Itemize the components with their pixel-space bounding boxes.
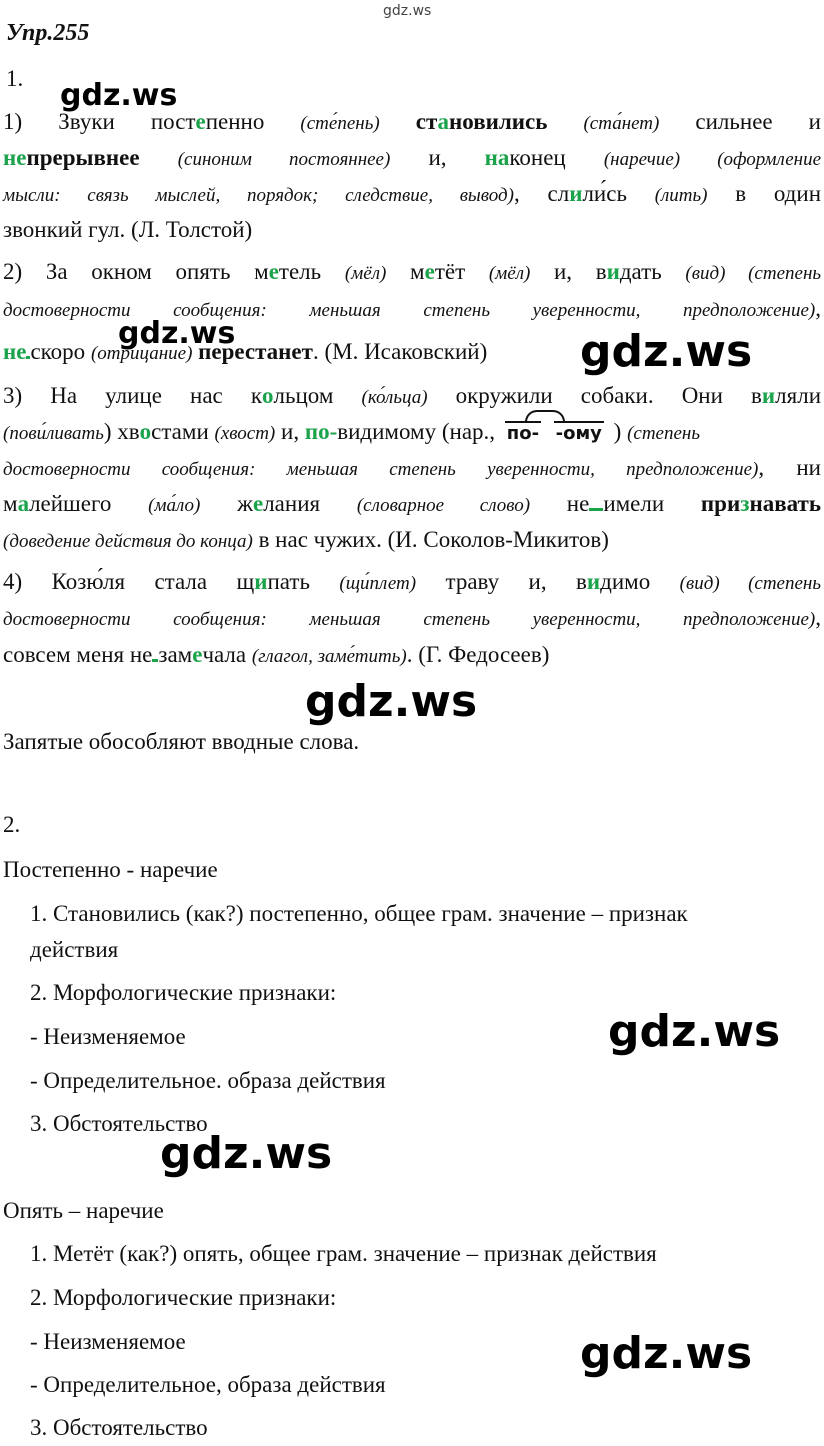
watermark: gdz.ws: [118, 316, 236, 351]
watermark: gdz.ws: [580, 326, 753, 377]
sentence3-line4: малейшего (ма́ло) желания (словарное слово) не имели признавать: [3, 486, 821, 524]
word2-feature1: - Неизменяемое: [30, 1329, 186, 1354]
word1-feature2: - Определительное. образа действия: [30, 1068, 386, 1093]
watermark-top: gdz.ws: [383, 3, 432, 19]
word1-item1-line1: 1. Становились (как?) постепенно, общее грам. значение – признак: [30, 901, 688, 926]
part1-conclusion: Запятые обособляют вводные слова.: [3, 729, 360, 754]
part1-number: 1.: [6, 66, 24, 91]
word1-feature1: - Неизменяемое: [30, 1024, 186, 1049]
sentence1-line3: мысли: связь мыслей, порядок; следствие, вывод), слили́сь (лить) в один: [3, 181, 821, 206]
word2-item2: 2. Морфологические признаки:: [30, 1285, 337, 1310]
sentence2-line2: достоверности сообщения: меньшая степень уверенности, предположение),: [3, 296, 821, 321]
word2-feature2: - Определительное, образа действия: [30, 1372, 386, 1397]
watermark: gdz.ws: [580, 1328, 753, 1379]
sentence4-line1: 4) Козю́ля стала щипать (щи́плет) траву и, видимо (вид) (степень: [3, 569, 821, 594]
sentence2-line3: не скоро (отрицание) перестанет. (М. Исаковский): [3, 334, 821, 372]
part2-number: 2.: [3, 812, 21, 837]
sentence1-line1: 1) Звуки постепенно (сте́пень) становились (ста́нет) сильнее и: [3, 109, 821, 134]
sentence3-line3: достоверности сообщения: меньшая степень уверенности, предположение), ни: [3, 455, 821, 480]
word-formation-scheme: по- -ому: [505, 416, 604, 452]
sentence1-line2: непрерывнее (синоним постояннее) и, наконец (наречие) (оформление: [3, 145, 822, 170]
word1-heading: Постепенно - наречие: [3, 857, 218, 882]
watermark: gdz.ws: [60, 78, 178, 113]
word1-item3: 3. Обстоятельство: [30, 1111, 208, 1136]
word2-heading: Опять – наречие: [3, 1198, 164, 1223]
word2-item3: 3. Обстоятельство: [30, 1415, 208, 1440]
sentence1-line4: звонкий гул. (Л. Толстой): [3, 217, 253, 242]
word2-item1: 1. Метёт (как?) опять, общее грам. значение – признак действия: [30, 1241, 657, 1266]
sentence4-line2: достоверности сообщения: меньшая степень уверенности, предположение),: [3, 605, 821, 630]
sentence3-line5: (доведение действия до конца) в нас чужих. (И. Соколов-Микитов): [3, 527, 609, 552]
exercise-title: Упр.255: [6, 20, 90, 46]
watermark: gdz.ws: [608, 1006, 781, 1057]
watermark: gdz.ws: [305, 676, 478, 727]
word1-item2: 2. Морфологические признаки:: [30, 980, 337, 1005]
word1-item1-line2: действия: [30, 937, 119, 962]
sentence3-line2: (пови́ливать) хвостами (хвост) и, по-видимому (нар., по- -ому ) (степень: [3, 414, 821, 452]
watermark: gdz.ws: [160, 1128, 333, 1179]
sentence3-line1: 3) На улице нас кольцом (ко́льца) окружили собаки. Они виляли: [3, 383, 821, 408]
sentence2-line1: 2) За окном опять метель (мёл) метёт (мёл) и, видать (вид) (степень: [3, 259, 822, 284]
sentence4-line3: совсем меня не замечала (глагол, заме́тить). (Г. Федосеев): [3, 637, 821, 675]
